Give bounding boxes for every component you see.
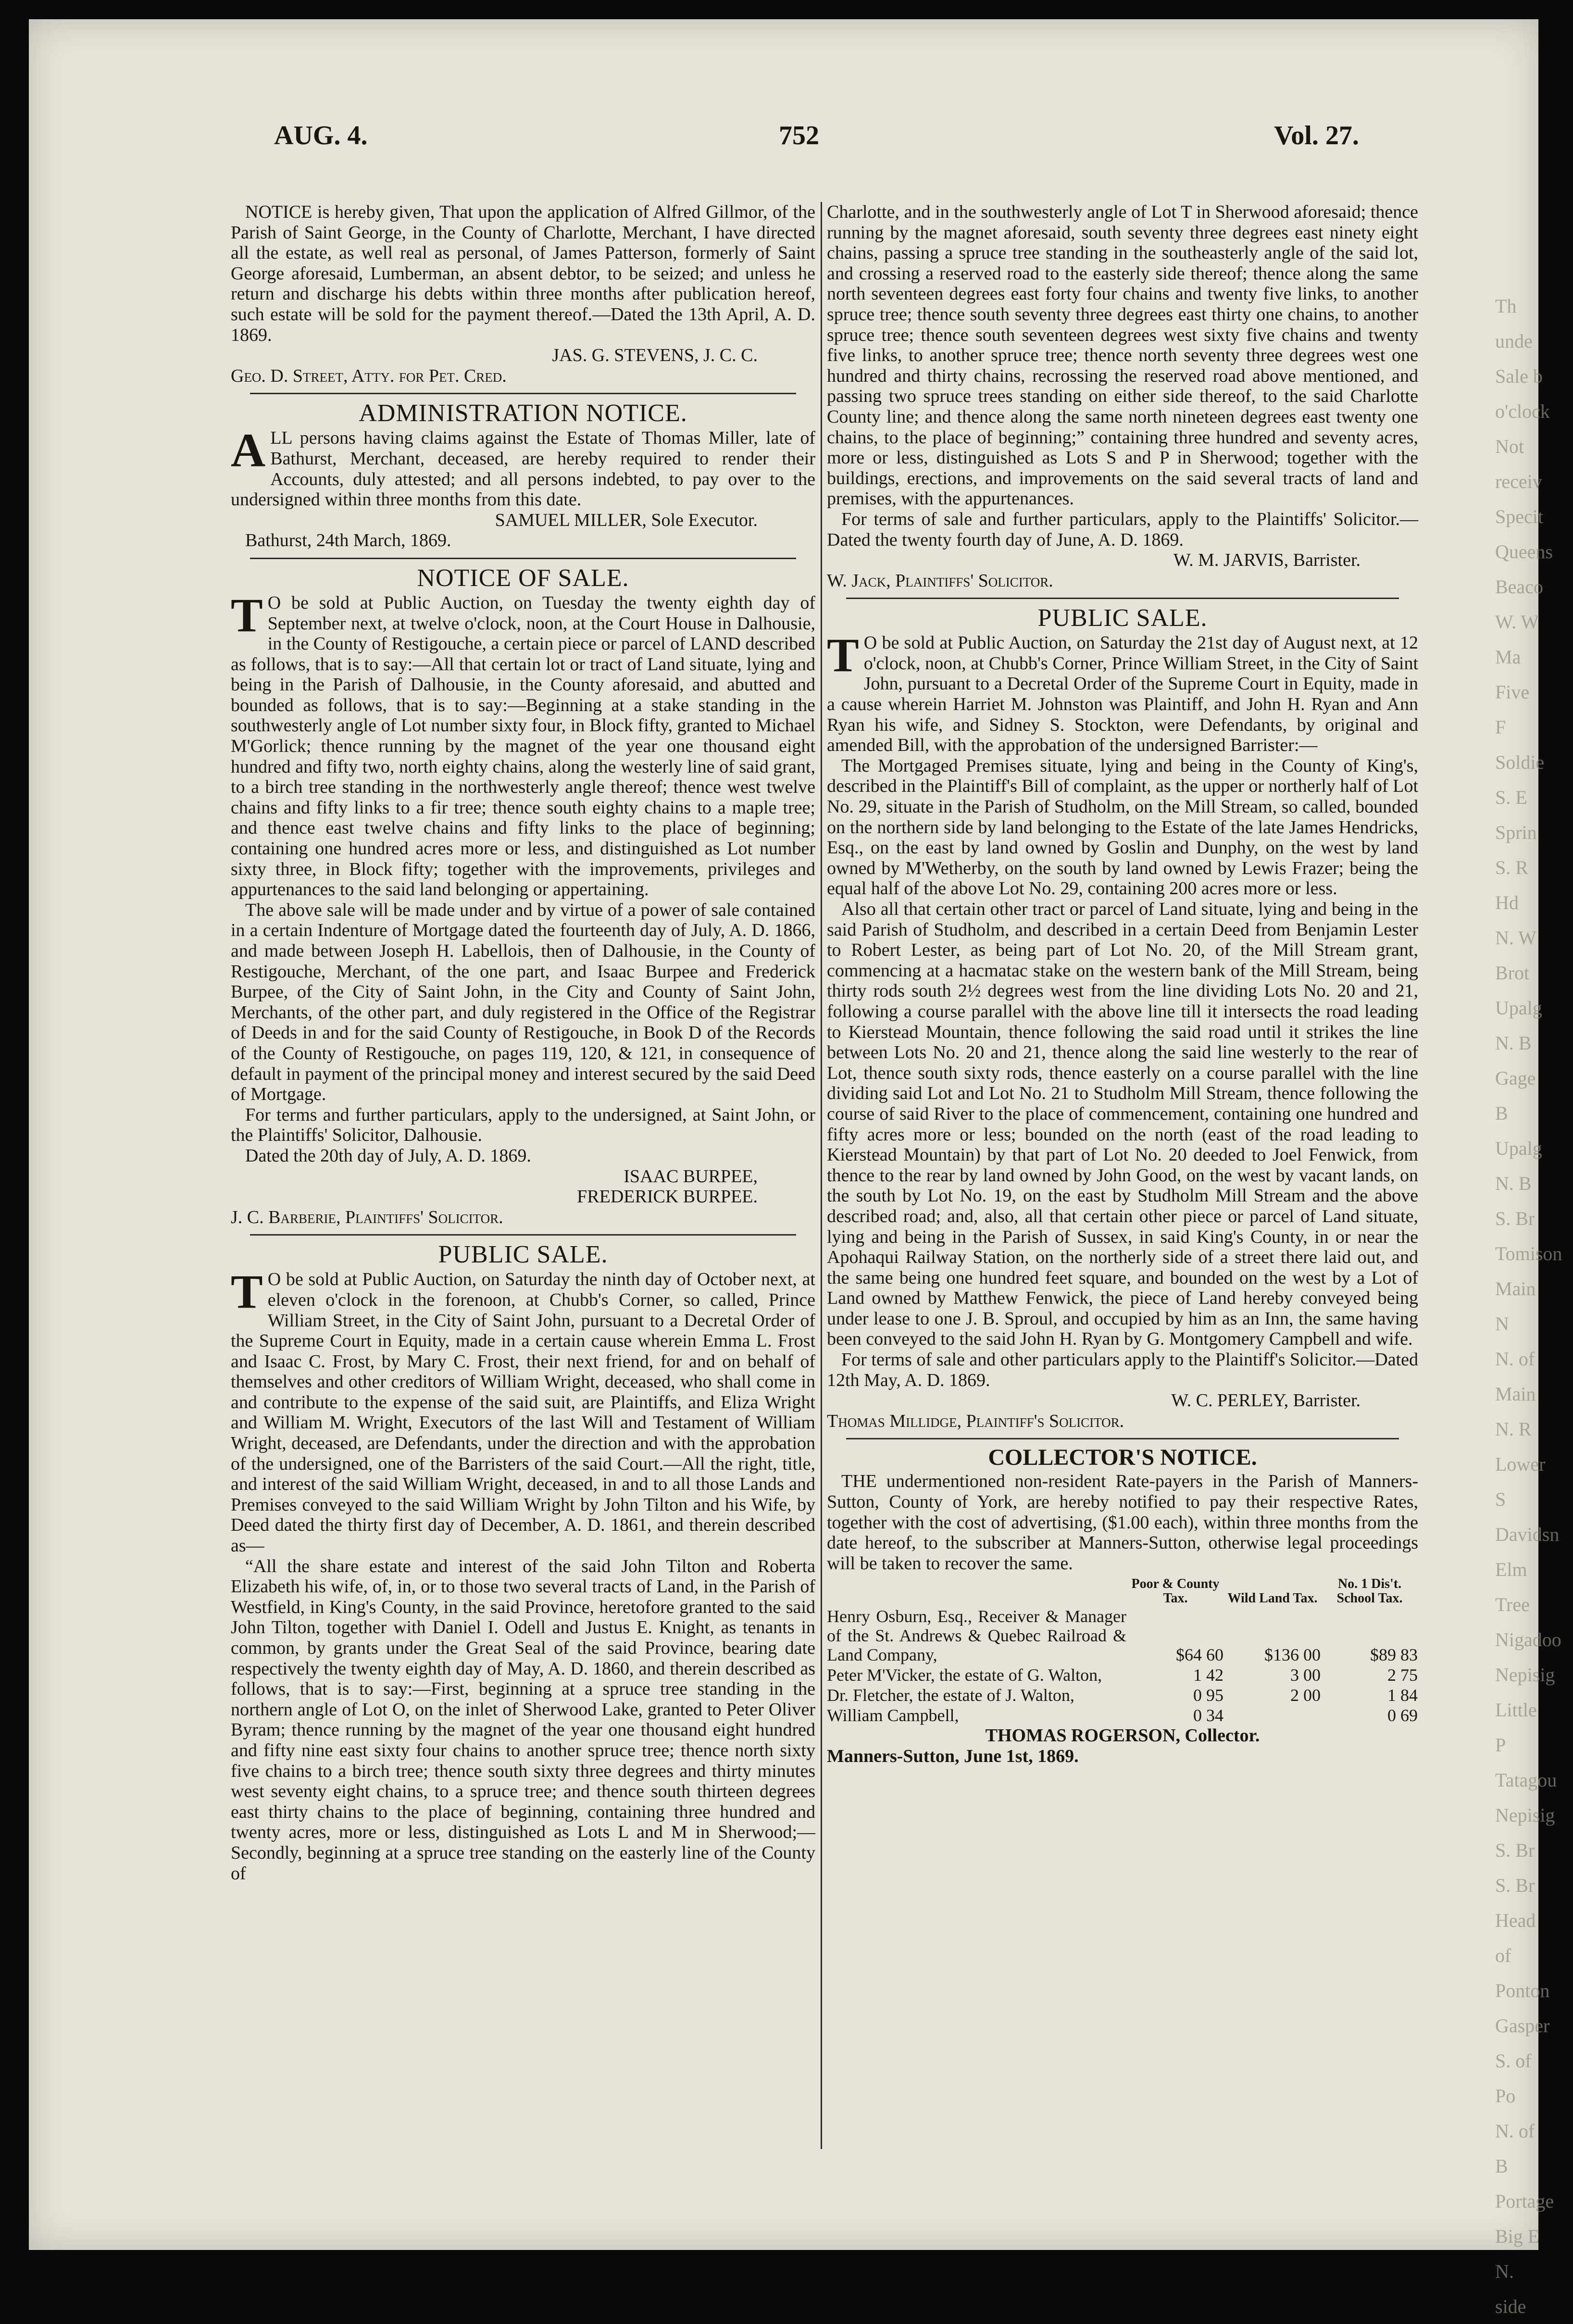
public-sale-2-heading: PUBLIC SALE. [1037, 604, 1208, 632]
public-sale-barrister: W. M. JARVIS, Barrister. [1173, 550, 1361, 571]
public-sale-2-barrister: W. C. PERLEY, Barrister. [1171, 1390, 1361, 1411]
debtor-notice-attorney: Geo. D. Street, Atty. for Pet. Cred. [231, 365, 507, 386]
section-rule [250, 393, 796, 394]
notice-of-sale-date: Dated the 20th day of July, A. D. 1869. [245, 1145, 531, 1166]
notice-of-sale-mortgage: The above sale will be made under and by virtue of a power of sale contained in a certain Indenture of Mortgage dated the fourteenth day of July, A. D. 1866, and made between Joseph H. Labellois, then of Dalhousie, in the County of Restigouche, Merchant, of the one part, and Isaac Burpee and Frederick Burpee, of the City of Saint John, in the City and County of Saint John, Merchants, of the other part, and duly registered in the Office of the Registrar of Deeds in and for the said County of Restigouche, in Book D of the Records of the County of Restigouche, on pages 119, 120, & 121, in consequence of default in payment of the principal money and interest secured by the said Deed of Mortgage. [231, 900, 815, 1105]
public-sale-2-terms: For terms of sale and other particulars apply to the Plaintiff's Solicitor.—Dated 12th May, A. D. 1869. [827, 1349, 1418, 1390]
poor-county-tax: 0 34 [1193, 1706, 1223, 1725]
volume-number: Vol. 27. [1274, 121, 1359, 150]
section-rule [250, 1234, 796, 1236]
col-school-tax: No. 1 Dis't. School Tax. [1336, 1576, 1403, 1606]
drop-cap: A [231, 424, 266, 477]
section-rule [250, 558, 796, 559]
school-tax: 1 84 [1387, 1686, 1418, 1705]
notice-of-sale-heading: NOTICE OF SALE. [417, 564, 629, 592]
ratepayer-name: Dr. Fletcher, the estate of J. Walton, [827, 1686, 1074, 1705]
column-divider [821, 202, 822, 2149]
bleed-through-margin: Th unde Sale b o'clock Not receiv Specit Queens Beaco W. W Ma Five F Soldie S. E Sprin S. R Hd N. W Brot Upalg N. B Gage B Upalg N. B S. Br Tomison Main N N. of Main N. R Lower S Davidsn Elm Tree Nigadoo Nepisig Little P Tatagou Nepisig S. Br S. Br Head of Ponton Gasper S. of Po N. of B Portage Big E N. side [1495, 295, 1562, 2317]
collector-signature: THOMAS ROGERSON, Collector. [985, 1725, 1260, 1746]
newspaper-page [29, 19, 1562, 2317]
notice-of-sale-terms: For terms and further particulars, apply to the undersigned, at Saint John, or the Plaintiffs' Solicitor, Dalhousie. [231, 1104, 815, 1146]
page-header [29, 120, 1538, 178]
section-rule [846, 1438, 1399, 1439]
public-sale-2-solicitor: Thomas Millidge, Plaintiff's Solicitor. [827, 1411, 1124, 1431]
school-tax: $89 83 [1370, 1645, 1418, 1665]
wild-land-tax: $136 00 [1264, 1645, 1321, 1665]
collectors-notice-heading: COLLECTOR'S NOTICE. [988, 1445, 1257, 1471]
right-column [827, 202, 1418, 2202]
public-sale-2-text: T O be sold at Public Auction, on Saturday the 21st day of August next, at 12 o'clock, noon, at Chubb's Corner, Prince William Street, in the City of Saint John, pursuant to a Decretal Order of the Supreme Court in Equity, made in a cause wherein Harriet M. Johnston was Plaintiff, and John H. Ryan and Ann Ryan his wife, and Sidney S. Stockton, were Defendants, by original and amended Bill, with the approbation of the undersigned Barrister:— [827, 628, 1418, 756]
ratepayer-name: Henry Osburn, Esq., Receiver & Manager of the St. Andrews & Quebec Railroad & Land Company, [827, 1607, 1126, 1665]
public-sale-terms: For terms of sale and further particulars, apply to the Plaintiffs' Solicitor.—Dated the twenty fourth day of June, A. D. 1869. [827, 509, 1418, 550]
notice-of-sale-signature-2: FREDERICK BURPEE. [577, 1187, 758, 1207]
table-row [827, 1705, 1418, 1725]
drop-cap: T [231, 588, 263, 642]
public-sale-description: “All the share estate and interest of the said John Tilton and Roberta Elizabeth his wife, of, in, or to those two several tracts of Land, in the Parish of Westfield, in King's County, in the said Province, heretofore granted to the said John Tilton, together with Daniel I. Odell and Justus E. Knight, as tenants in common, by grants under the Great Seal of the said Province, bearing date respectively the twenty eighth day of May, A. D. 1860, and therein described as follows, that is to say:—First, beginning at a spruce tree standing in the northern angle of Lot O, on the inlet of Sherwood Lake, granted to Peter Oliver Byram; thence running by the magnet of the year one thousand eight hundred and fifty nine east sixty four chains to another spruce tree; thence north sixty five chains to a birch tree; thence south sixty three degrees and thirty minutes west seventy eight chains, to a spruce tree; and thence south thirteen degrees east thirty chains to the place of beginning, containing three hundred and twenty acres, more or less, distinguished as Lots L and M in Sherwood;—Secondly, beginning at a spruce tree standing on the easterly line of the County of [231, 1556, 815, 1884]
administration-signature: SAMUEL MILLER, Sole Executor. [495, 510, 758, 530]
section-rule [846, 598, 1399, 599]
page-number: 752 [779, 121, 819, 150]
ratepayer-name: William Campbell, [827, 1706, 959, 1725]
public-sale-2-other-tract: Also all that certain other tract or parcel of Land situate, lying and being in the said Parish of Studholm, and described in a certain Deed from Benjamin Lester to Robert Lester, as being part of Lot No. 20, of the Mill Stream grant, commencing at a hacmatac stake on the western bank of the Mill Stream, being thirty rods south 2½ degrees west from the line dividing Lots No. 20 and 21, following a course parallel with the above line till it intersects the road leading to Kierstead Mountain, thence following the said road until it strikes the line between Lots No. 20 and 21, thence along the said line westerly to the rear of Lot, thence south sixty rods, thence easterly on a course parallel with the line dividing said Lot and Lot No. 21 to Studholm Mill Stream, thence following the course of said River to the place of commencement, containing one hundred and fifty acres more or less; bounded on the north (east of the road leading to Kierstead Mountain) by that part of Lot No. 20 deeded to Joel Fenwick, from thence to the rear by land owned by John Good, on the west by vacant lands, on the south by Lot No. 19, on the east by Studholm Mill Stream and the above described road; and, also, all that certain other piece or parcel of Land situate, lying and being in the Parish of Sussex, in said King's County, in or near the Apohaqui Railway Station, on the northerly side of a street there laid out, and the same being one hundred feet square, and bounded on the west by a Lot of Land owned by Matthew Fenwick, the piece of Land hereby conveyed being under lease to one J. B. Sproul, and occupied by him as an Inn, the same having been conveyed to the said John H. Ryan by G. Montgomery Campbell and wife. [827, 899, 1418, 1349]
public-sale-continuation: Charlotte, and in the southwesterly angle of Lot T in Sherwood aforesaid; thence running by the magnet aforesaid, south seventy three degrees east ninety eight chains, passing a spruce tree standing in the southeasterly angle of the said lot, and crossing a reserved road to the easterly side thereof; thence along the same north seventeen degrees east forty four chains and twenty five links, to another spruce tree; thence south seventy three degrees east thirty one chains, to another spruce tree; thence south seventeen degrees west sixty five chains and twenty five links, to another spruce tree; thence north seventy three degrees west one hundred and thirty chains, recrossing the reserved road above mentioned, and passing two spruce trees standing on either side thereof, to the said Charlotte County line; and thence along the same north nineteen degrees east twenty one chains, to the place of beginning;” containing three hundred and seventy acres, more or less, distinguished as Lots S and P in Sherwood; together with the buildings, erections, and improvements on the said several tracts of land and premises, with the appurtenances. [827, 202, 1418, 509]
issue-date: AUG. 4. [274, 121, 368, 150]
collector-place-date: Manners-Sutton, June 1st, 1869. [827, 1746, 1079, 1766]
tax-table-header [827, 1576, 1418, 1606]
public-sale-text: T O be sold at Public Auction, on Saturday the ninth day of October next, at eleven o'clock in the forenoon, at Chubb's Corner, so called, Prince William Street, in the City of Saint John, pursuant to a Decretal Order of the Supreme Court in Equity, made in a certain cause wherein Emma L. Frost and Isaac C. Frost, by Mary C. Frost, their next friend, for and on behalf of themselves and other creditors of William Wright, deceased, who shall come in and contribute to the expense of the said suit, are Plaintiffs, and Eliza Wright and William M. Wright, Executors of the last Will and Testament of William Wright, deceased, are Defendants, under the direction and with the approbation of the undersigned, one of the Barristers of the said Court.—All the right, title, and interest of the said William Wright, deceased, in and to all those Lands and Premises conveyed to the said William Wright by John Tilton and his Wife, by Deed dated the thirty first day of December, A. D. 1861, and therein described as— [231, 1265, 815, 1556]
poor-county-tax: $64 60 [1176, 1645, 1223, 1665]
debtor-notice-text: NOTICE is hereby given, That upon the application of Alfred Gillmor, of the Parish of Saint George, in the County of Charlotte, Merchant, I have directed all the estate, as well real as personal, of James Patterson, formerly of Saint George aforesaid, Lumberman, an absent debtor, to be seized; and unless he return and discharge his debts within three months after publication hereof, such estate will be sold for the payment thereof.—Dated the 13th April, A. D. 1869. [231, 202, 815, 345]
debtor-notice-signature: JAS. G. STEVENS, J. C. C. [552, 345, 758, 366]
public-sale-2-mortgaged-premises: The Mortgaged Premises situate, lying and being in the County of King's, described in the Plaintiff's Bill of complaint, as the upper or northerly half of Lot No. 29, situate in the Parish of Studholm, on the Mill Stream, so called, bounded on the northern side by land belonging to the Estate of the late James Hendricks, Esq., on the east by land owned by Goslin and Dunphy, on the west by land owned by M'Wetherby, on the south by land owned by Lewis Frazer; being the equal half of the above Lot No. 29, containing 200 acres more or less. [827, 755, 1418, 899]
table-row [827, 1665, 1418, 1685]
public-sale-solicitor: W. Jack, Plaintiffs' Solicitor. [827, 570, 1053, 591]
wild-land-tax: 3 00 [1290, 1665, 1321, 1685]
table-row [827, 1606, 1418, 1665]
drop-cap: T [827, 628, 859, 682]
ratepayer-name: Peter M'Vicker, the estate of G. Walton, [827, 1665, 1102, 1685]
left-column [231, 202, 815, 2202]
poor-county-tax: 1 42 [1193, 1665, 1223, 1685]
wild-land-tax [1224, 1705, 1321, 1725]
notice-of-sale-solicitor: J. C. Barberie, Plaintiffs' Solicitor. [231, 1207, 503, 1227]
col-poor-county-tax: Poor & County Tax. [1131, 1576, 1220, 1606]
administration-date: Bathurst, 24th March, 1869. [245, 530, 451, 551]
administration-notice-heading: ADMINISTRATION NOTICE. [359, 400, 687, 427]
tax-table [827, 1576, 1418, 1725]
collectors-notice-text: THE undermentioned non-resident Rate-payers in the Parish of Manners-Sutton, County of York, are hereby notified to pay their respective Rates, together with the cost of advertising, ($1.00 each), within three months from the date hereof, to the subscriber at Manners-Sutton, otherwise legal proceedings will be taken to recover the same. [827, 1471, 1418, 1574]
wild-land-tax: 2 00 [1290, 1686, 1321, 1705]
drop-cap: T [231, 1265, 263, 1319]
col-wild-land-tax: Wild Land Tax. [1227, 1591, 1318, 1606]
administration-notice-text: ALL persons having claims against the Estate of Thomas Miller, late of Bathurst, Merchant, deceased, are hereby required to render their Accounts, duly attested; and all persons indebted, to pay over to the undersigned within three months from this date. [231, 424, 815, 510]
notice-of-sale-signature-1: ISAAC BURPEE, [624, 1166, 758, 1187]
poor-county-tax: 0 95 [1193, 1686, 1223, 1705]
notice-of-sale-text: T O be sold at Public Auction, on Tuesday the twenty eighth day of September next, at twelve o'clock, noon, at the Court House in Dalhousie, in the County of Restigouche, a certain piece or parcel of LAND described as follows, that is to say:—All that certain lot or tract of Land situate, lying and being in the Parish of Dalhousie, in the County aforesaid, and abutted and bounded as follows, that is to say:—Beginning at a stake standing in the southwesterly angle of Lot number sixty four, in Block fifty, granted to Michael M'Gorlick; thence running by the magnet of the year one thousand eight hundred and fifty two, north eighty chains, along the westerly line of said grant, to a birch tree standing in the northwesterly angle thereof; thence west twelve chains and fifty links to a fir tree; thence south eighty chains to a maple tree; and thence east twelve chains and fifty links to the place of beginning; containing one hundred acres more or less, and distinguished as Lot number sixty three, in Block fifty; together with the improvements, privileges and appurtenances to the said land belonging or appertaining. [231, 588, 815, 900]
public-sale-heading: PUBLIC SALE. [438, 1241, 608, 1269]
school-tax: 2 75 [1387, 1665, 1418, 1685]
school-tax: 0 69 [1387, 1706, 1418, 1725]
table-row [827, 1685, 1418, 1705]
